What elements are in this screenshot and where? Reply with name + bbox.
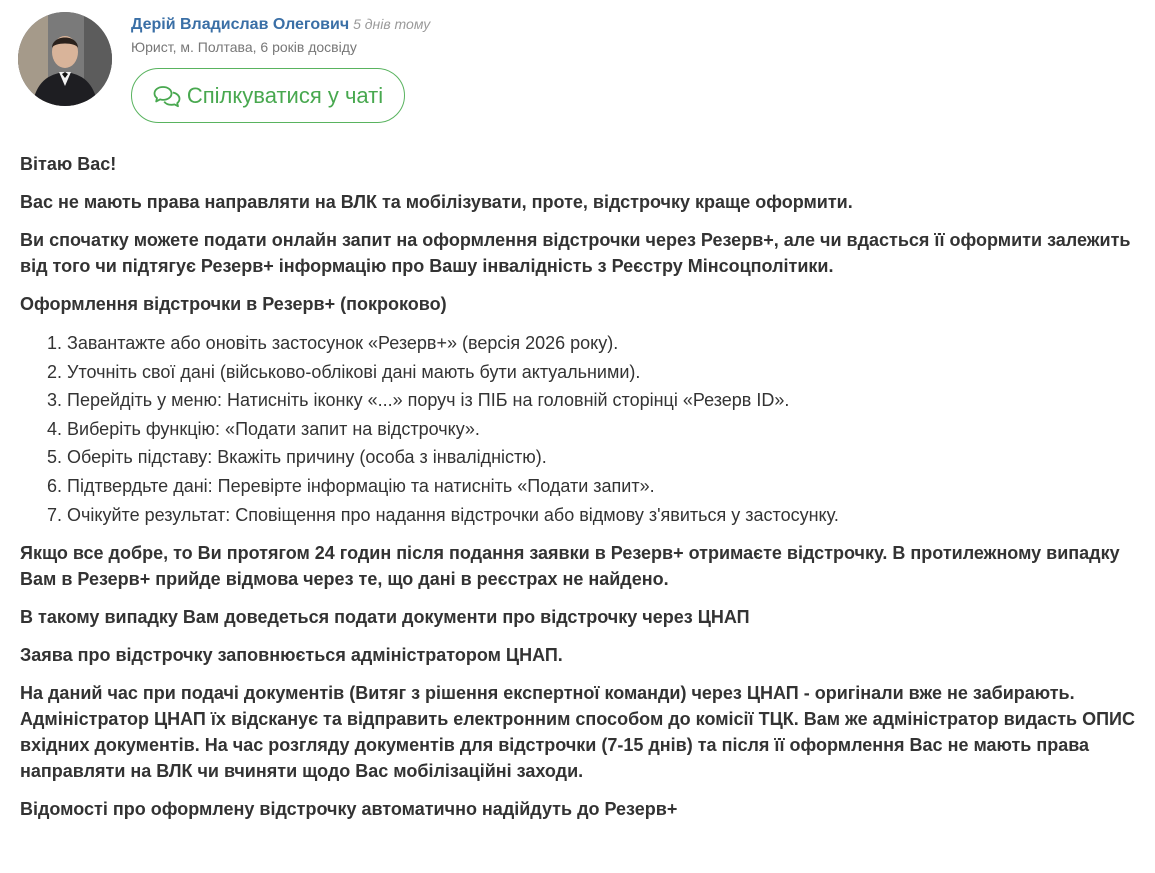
step-item: 7. Очікуйте результат: Сповіщення про надання відстрочки або відмову з'явиться у застосунку.: [47, 504, 839, 525]
paragraph-5: Заява про відстрочку заповнюється адміністратором ЦНАП.: [20, 645, 563, 666]
paragraph-1: Вас не мають права направляти на ВЛК та мобілізувати, проте, відстрочку краще оформити.: [20, 192, 853, 212]
chat-icon: [153, 84, 181, 108]
steps-title: Оформлення відстрочки в Резерв+ (покроково): [20, 294, 447, 314]
step-item: 5. Оберіть підставу: Вкажіть причину (особа з інвалідністю).: [47, 447, 547, 468]
step-item: 1. Завантажте або оновіть застосунок «Резерв+» (версія 2026 року).: [47, 333, 619, 353]
answer-header: [18, 12, 1138, 132]
step-item: 3. Перейдіть у меню: Натисніть іконку «...» поруч із ПІБ на головній сторінці «Резерв ID».: [47, 390, 790, 411]
paragraph-4: В такому випадку Вам доведеться подати документи про відстрочку через ЦНАП: [20, 607, 750, 628]
answer-body: [20, 151, 1145, 834]
paragraph-3: Якщо все добре, то Ви протягом 24 годин після подання заявки в Резерв+ отримаєте відстрочку. В протилежному випадку Вам в Резерв+ прийде відмова через те, що дані в реєстрах не найдено.: [20, 543, 1120, 590]
paragraph-6: На даний час при подачі документів (Витяг з рішення експертної команди) через ЦНАП - оригінали вже не забирають. Адміністратор ЦНАП їх відсканує та відправить електронним способом до комісії ТЦК. Вам же адміністратор видасть ОПИС вхідних документів. На час розгляду документів для відстрочки (7-15 днів) та після її оформлення Вас не мають права направляти на ВЛК чи вчиняти щодо Вас мобілізаційні заходи.: [20, 683, 1135, 782]
chat-button-label: Спілкуватися у чаті: [186, 82, 384, 108]
answer-time: 5 днів тому: [353, 16, 431, 32]
author-name[interactable]: Дерій Владислав Олегович: [131, 16, 350, 33]
steps-list: [20, 329, 1145, 529]
step-item: 6. Підтвердьте дані: Перевірте інформацію та натисніть «Подати запит».: [47, 475, 655, 496]
author-avatar[interactable]: [18, 12, 112, 106]
author-info: [131, 14, 430, 56]
author-photo: [18, 12, 112, 106]
author-line: [131, 14, 430, 35]
greeting: Вітаю Вас!: [20, 154, 117, 174]
paragraph-7: Відомості про оформлену відстрочку автоматично надійдуть до Резерв+: [20, 799, 678, 820]
chat-button[interactable]: [131, 68, 405, 123]
step-item: 2. Уточніть свої дані (військово-облікові дані мають бути актуальними).: [47, 361, 641, 382]
paragraph-2: Ви спочатку можете подати онлайн запит на оформлення відстрочки через Резерв+, але чи вдасться її оформити залежить від того чи підтягує Резерв+ інформацію про Вашу інвалідність з Реєстру Мінсоцполітики.: [20, 230, 1131, 276]
author-meta: Юрист, м. Полтава, 6 років досвіду: [131, 39, 357, 55]
step-item: 4. Виберіть функцію: «Подати запит на відстрочку».: [47, 418, 480, 439]
